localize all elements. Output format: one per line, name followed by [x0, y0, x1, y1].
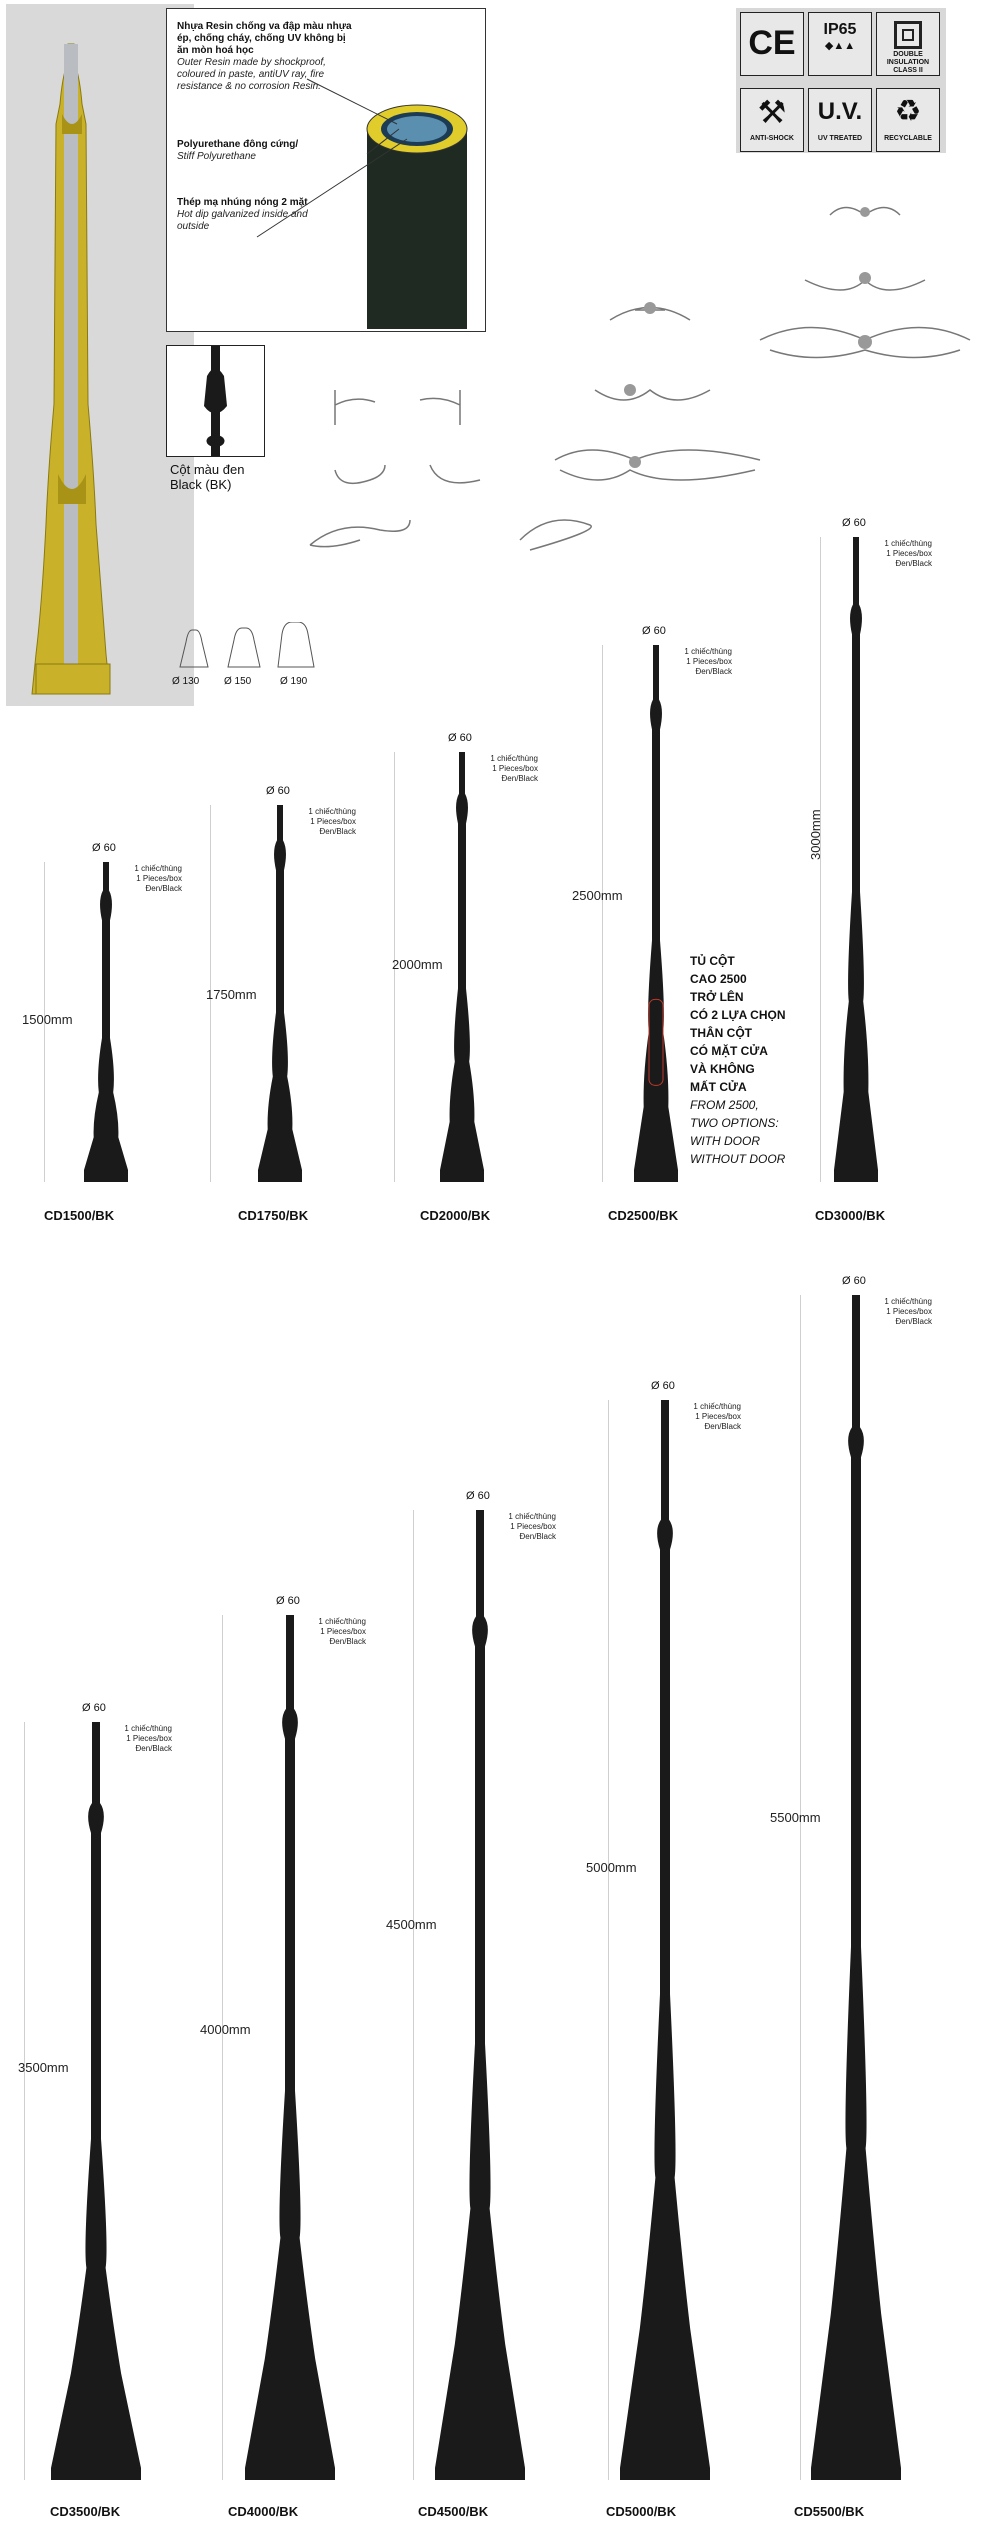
- packing-note: 1 chiếc/thùng 1 Pieces/box Đen/Black: [684, 647, 732, 676]
- anti-shock-icon: ⚒ ANTI-SHOCK: [740, 88, 804, 152]
- diameter-label: Ø 60: [642, 625, 666, 637]
- pole-drawing-cd3000-bk: [824, 537, 888, 1182]
- diameter-label: Ø 60: [266, 785, 290, 797]
- height-label: 1500mm: [22, 1012, 73, 1027]
- model-label: CD5500/BK: [794, 2504, 865, 2519]
- base-130-label: Ø 130: [172, 676, 200, 687]
- height-guide-line: [602, 645, 603, 1182]
- pu-vi-text: Polyurethane đông cứng/: [177, 139, 299, 150]
- color-caption-vi: Cột màu đen: [170, 462, 245, 477]
- resin-vi-text: Nhựa Resin chống va đập màu nhựa ép, chống cháy, chống UV không bị ăn mòn hoá học: [177, 21, 352, 56]
- diameter-label: Ø 60: [466, 1490, 490, 1502]
- model-label: CD1750/BK: [238, 1208, 309, 1223]
- ce-mark-icon: CE: [740, 12, 804, 76]
- height-label: 4500mm: [386, 1917, 437, 1932]
- color-caption-en: Black (BK): [170, 477, 232, 492]
- model-label: CD4000/BK: [228, 2504, 299, 2519]
- packing-note: 1 chiếc/thùng 1 Pieces/box Đen/Black: [308, 807, 356, 836]
- pole-drawing-cd1750-bk: [248, 805, 312, 1182]
- pole-drawing-cd4500-bk: [425, 1510, 535, 2480]
- pole-drawing-cd5500-bk: [801, 1295, 911, 2480]
- diameter-label: Ø 60: [276, 1595, 300, 1607]
- pole-drawing-cd5000-bk: [610, 1400, 720, 2480]
- steel-en-text: Hot dip galvanized inside and outside: [177, 209, 308, 232]
- model-label: CD2500/BK: [608, 1208, 679, 1223]
- door-option-note: TỦ CỘT CAO 2500 TRỞ LÊN CÓ 2 LỰA CHỌN THÂN CỘT CÓ MẶT CỬA VÀ KHÔNG MẤT CỬA FROM 2500, TWO OPTIONS: WITH DOOR WITHOUT DOOR: [690, 954, 786, 1166]
- diameter-label: Ø 60: [842, 1275, 866, 1287]
- recyclable-icon: ♻ RECYCLABLE: [876, 88, 940, 152]
- double-insulation-icon: DOUBLE INSULATION CLASS II: [876, 12, 940, 76]
- model-label: CD3000/BK: [815, 1208, 886, 1223]
- model-label: CD3500/BK: [50, 2504, 121, 2519]
- model-label: CD5000/BK: [606, 2504, 677, 2519]
- height-guide-line: [24, 1722, 25, 2480]
- height-label: 2500mm: [572, 888, 623, 903]
- base-190-label: Ø 190: [280, 676, 308, 687]
- packing-note: 1 chiếc/thùng 1 Pieces/box Đen/Black: [490, 754, 538, 783]
- model-label: CD2000/BK: [420, 1208, 491, 1223]
- packing-note: 1 chiếc/thùng 1 Pieces/box Đen/Black: [318, 1617, 366, 1646]
- pole-drawing-cd4000-bk: [235, 1615, 345, 2480]
- uv-treated-icon: U.V. UV TREATED: [808, 88, 872, 152]
- packing-note: 1 chiếc/thùng 1 Pieces/box Đen/Black: [508, 1512, 556, 1541]
- packing-note: 1 chiếc/thùng 1 Pieces/box Đen/Black: [124, 1724, 172, 1753]
- diameter-label: Ø 60: [448, 732, 472, 744]
- steel-vi-text: Thép mạ nhúng nóng 2 mặt: [177, 197, 308, 208]
- diameter-label: Ø 60: [651, 1380, 675, 1392]
- packing-note: 1 chiếc/thùng 1 Pieces/box Đen/Black: [884, 1297, 932, 1326]
- pole-top-thumbnail: [167, 346, 264, 456]
- diameter-label: Ø 60: [92, 842, 116, 854]
- black-color-thumbnail: [166, 345, 265, 457]
- height-label: 5500mm: [770, 1810, 821, 1825]
- height-label: 1750mm: [206, 987, 257, 1002]
- diameter-label: Ø 60: [82, 1702, 106, 1714]
- diameter-label: Ø 60: [842, 517, 866, 529]
- model-label: CD1500/BK: [44, 1208, 115, 1223]
- height-guide-line: [413, 1510, 414, 2480]
- height-label: 3500mm: [18, 2060, 69, 2075]
- packing-note: 1 chiếc/thùng 1 Pieces/box Đen/Black: [693, 1402, 741, 1431]
- height-label: 3000mm: [808, 809, 823, 860]
- packing-note: 1 chiếc/thùng 1 Pieces/box Đen/Black: [884, 539, 932, 568]
- height-label: 2000mm: [392, 957, 443, 972]
- bracket-accessories-drawings: [300, 190, 990, 580]
- resin-en-text: Outer Resin made by shockproof, coloured in paste, antiUV ray, fire resistance & no corrosion Resin.: [177, 57, 326, 92]
- base-150-label: Ø 150: [224, 676, 252, 687]
- pole-drawing-cd1500-bk: [74, 862, 138, 1182]
- pu-en-text: Stiff Polyurethane: [177, 151, 256, 162]
- height-label: 4000mm: [200, 2022, 251, 2037]
- height-label: 5000mm: [586, 1860, 637, 1875]
- height-guide-line: [222, 1615, 223, 2480]
- pole-drawing-cd3500-bk: [41, 1722, 151, 2480]
- height-guide-line: [608, 1400, 609, 2480]
- ip65-icon: IP65 ◆▲▲: [808, 12, 872, 76]
- model-label: CD4500/BK: [418, 2504, 489, 2519]
- base-options-drawing: [170, 622, 320, 672]
- packing-note: 1 chiếc/thùng 1 Pieces/box Đen/Black: [134, 864, 182, 893]
- pole-drawing-cd2500-bk: [624, 645, 688, 1182]
